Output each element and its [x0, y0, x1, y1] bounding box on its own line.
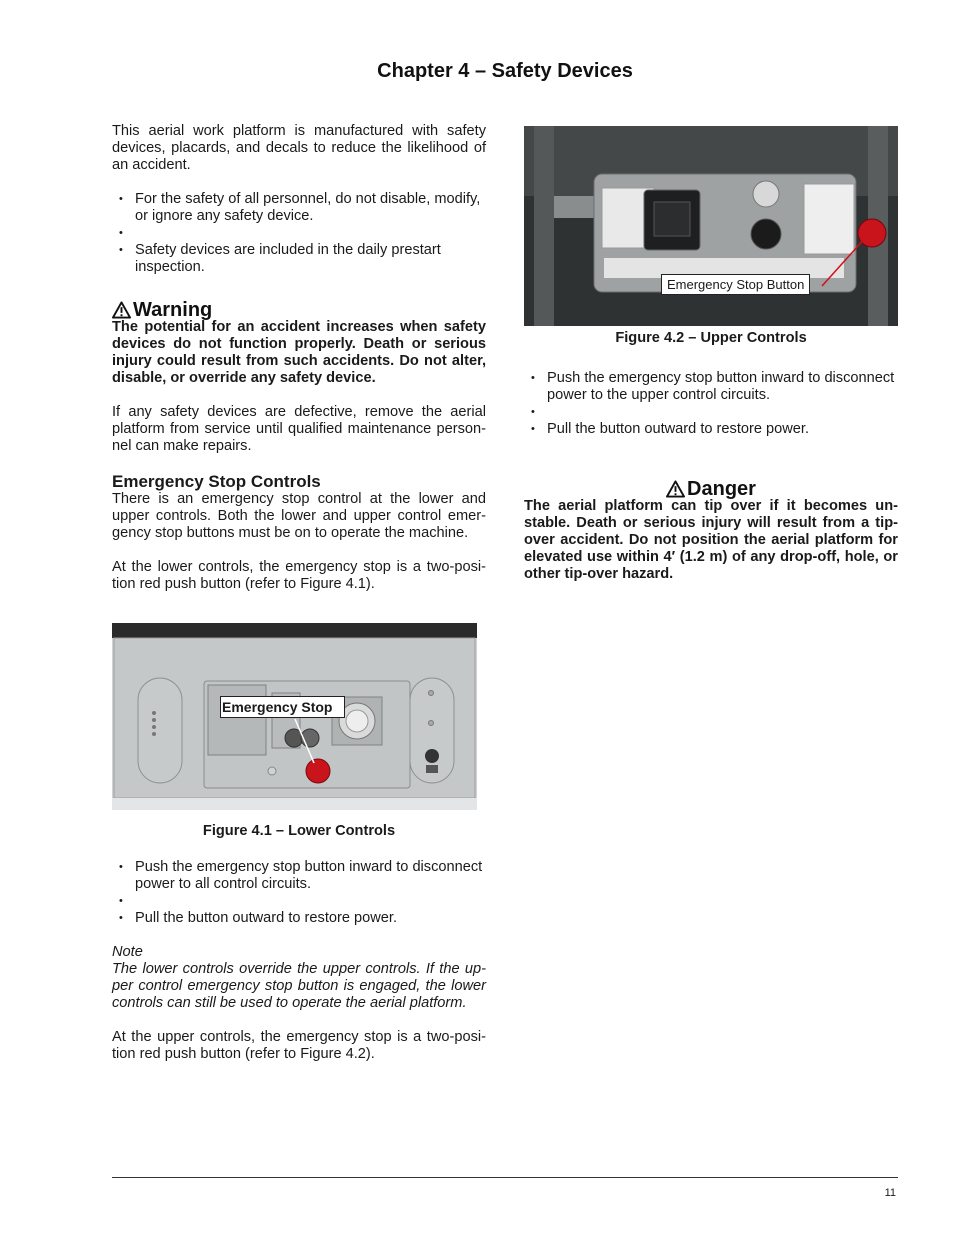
right-column [524, 370, 898, 583]
page-number: 11 [884, 1187, 896, 1199]
warning-triangle-icon [112, 301, 131, 319]
list-item: • Push the emergency stop button inward to disconnect power to all control circuits. [112, 859, 486, 893]
warning-heading [112, 298, 486, 321]
danger-heading [524, 477, 898, 500]
defective-paragraph: If any safety devices are defective, remove the aerial platform from service until qualified maintenance person-nel can make repairs. [112, 404, 486, 454]
emergency-stop-paragraph: There is an emergency stop control at the lower and upper controls. Both the lower and upper control emer-gency stop buttons must be on to operate the machine. [112, 491, 486, 541]
emergency-stop-heading: Emergency Stop Controls [112, 472, 321, 491]
lower-controls-paragraph: At the lower controls, the emergency stop is a two-posi-tion red push button (refer to Figure 4.1). [112, 559, 486, 592]
estop-bullet-list [112, 859, 486, 927]
list-item: • Pull the button outward to restore power. [524, 421, 898, 438]
safety-bullet-list [112, 191, 486, 276]
emergency-stop-callout: Emergency Stop [220, 696, 345, 718]
figure-2-caption: Figure 4.2 – Upper Controls [615, 330, 807, 346]
left-column [112, 123, 486, 593]
list-item: • Push the emergency stop button inward to disconnect power to the upper control circuits. [524, 370, 898, 404]
figure-upper-controls [524, 126, 898, 326]
figure-lower-controls [112, 623, 477, 810]
note-text: The lower controls override the upper controls. If the up-per control emergency stop button is engaged, the lower controls can still be used to operate the aerial platform. [112, 961, 486, 1011]
danger-text: The aerial platform can tip over if it becomes un-stable. Death or serious injury will result from a tip-over accident. Do not position the aerial platform for elevated use within 4′ (1.2 m) of any drop-off, hole, or other tip-over hazard. [524, 498, 898, 582]
note-label: Note [112, 944, 143, 960]
upper-estop-bullet-list [524, 370, 898, 438]
warning-title: Warning [133, 298, 213, 321]
upper-controls-photo [524, 126, 898, 326]
list-item: • Pull the button outward to restore power. [112, 910, 486, 927]
intro-paragraph: This aerial work platform is manufactured with safety devices, placards, and decals to reduce the likelihood of an accident. [112, 123, 486, 173]
left-column-lower [112, 859, 486, 1063]
emergency-stop-button-callout: Emergency Stop Button [661, 274, 810, 295]
list-item: • Safety devices are included in the daily prestart inspection. [112, 242, 486, 276]
warning-triangle-icon [666, 480, 685, 498]
upper-controls-paragraph: At the upper controls, the emergency stop is a two-posi-tion red push button (refer to Figure 4.2). [112, 1029, 486, 1062]
warning-text: The potential for an accident increases when safety devices do not function properly. Death or serious injury could result from such accidents. Do not alter, disable, or override any safety device. [112, 319, 486, 386]
footer-rule [112, 1177, 898, 1178]
figure-1-caption: Figure 4.1 – Lower Controls [202, 823, 396, 839]
page-title: Chapter 4 – Safety Devices [377, 60, 633, 82]
danger-title: Danger [687, 477, 756, 500]
list-item: • For the safety of all personnel, do not disable, modify, or ignore any safety device. [112, 191, 486, 225]
